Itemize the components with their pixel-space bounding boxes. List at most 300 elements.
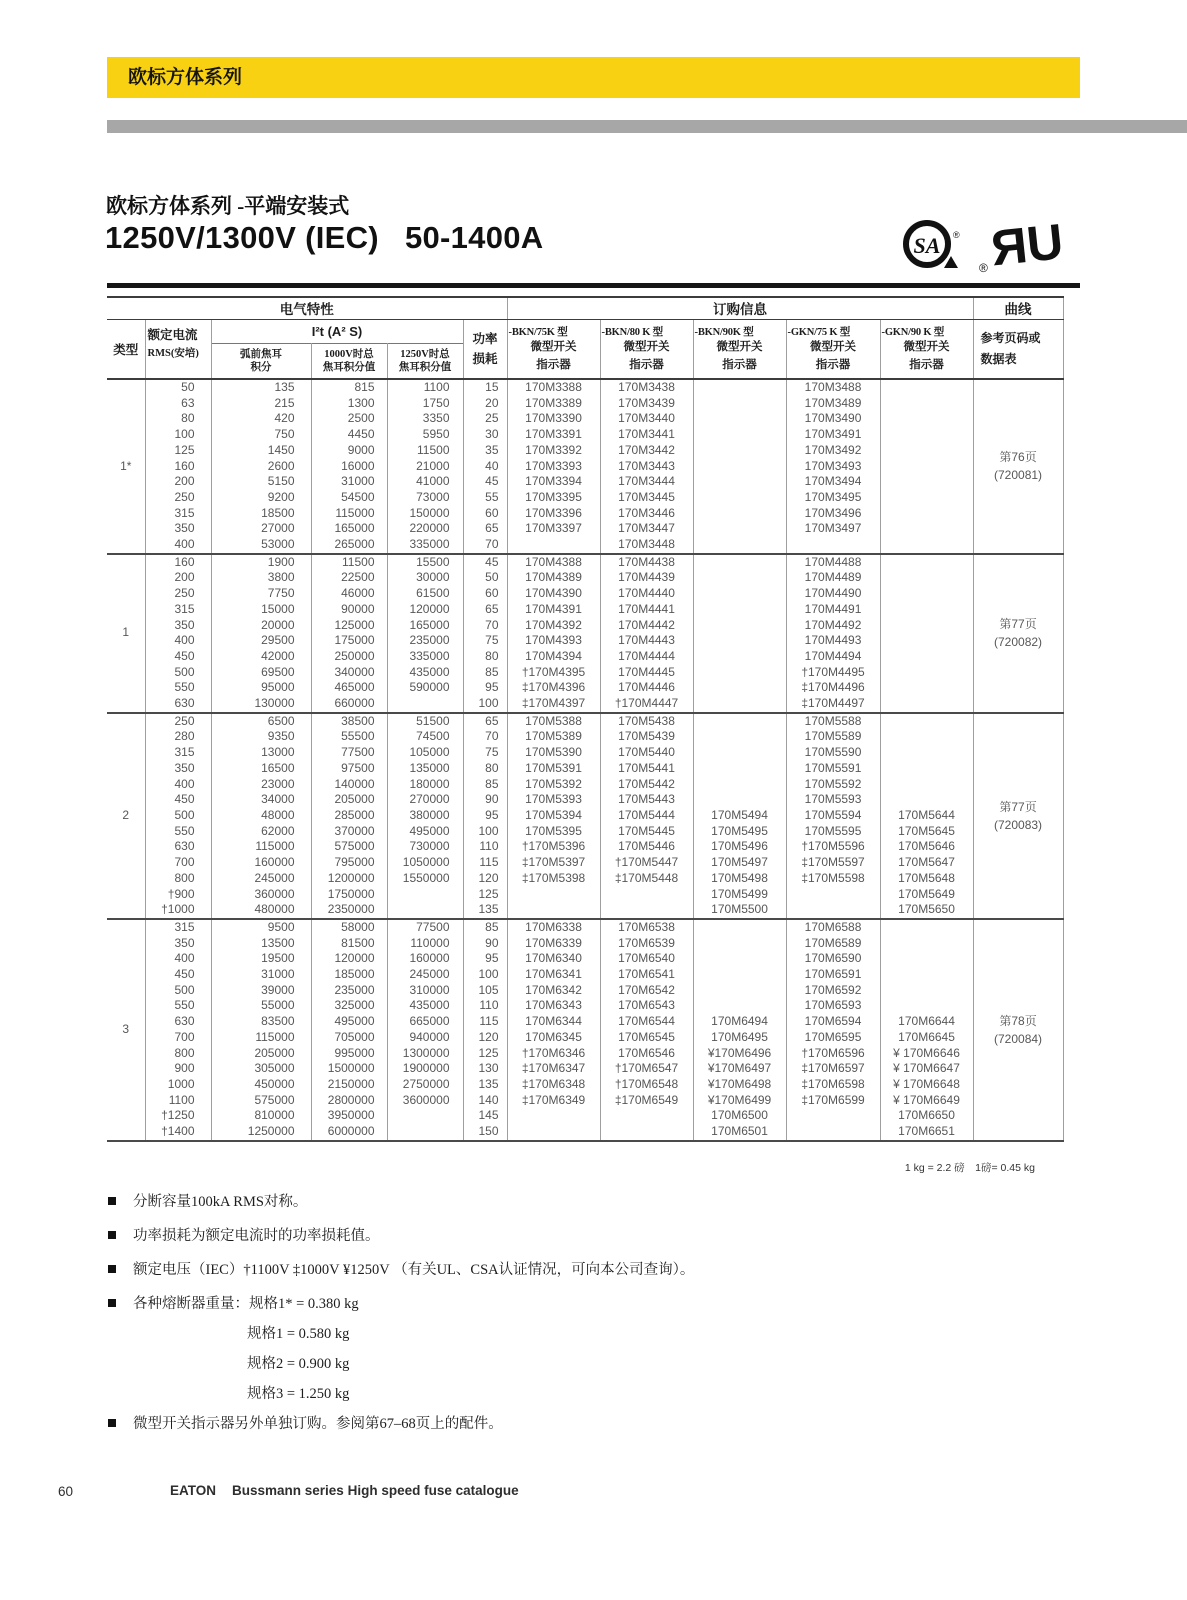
cell-i2t-total-1000v: 125000: [311, 618, 387, 634]
cell-bkn90k: [693, 936, 786, 952]
cell-bkn75k: 170M3390: [507, 411, 600, 427]
reference-code: (720083): [994, 817, 1043, 832]
table-row: [107, 1014, 1063, 1030]
cell-i2t-total-1250v: 110000: [387, 936, 463, 952]
cell-bkn75k: 170M5393: [507, 792, 600, 808]
cell-i2t-total-1250v: 21000: [387, 459, 463, 475]
cell-i2t-total-1000v: 325000: [311, 998, 387, 1014]
cell-bkn80k: ‡170M6549: [600, 1093, 693, 1109]
bkn75k-model: -BKN/75K 型: [508, 326, 568, 338]
cell-bkn80k: 170M6542: [600, 983, 693, 999]
cell-i2t-total-1000v: 995000: [311, 1046, 387, 1062]
table-row: [107, 521, 1063, 537]
cell-bkn90k: [693, 792, 786, 808]
indicator-label: 指示器: [815, 358, 851, 371]
table-row: [107, 713, 1063, 730]
cell-power-loss: 110: [463, 998, 507, 1014]
cell-bkn90k: [693, 919, 786, 936]
cell-bkn90k: [693, 745, 786, 761]
weight-size2: 规格2 = 0.900 kg: [247, 1356, 350, 1372]
cell-power-loss: 110: [463, 839, 507, 855]
cell-bkn80k: 170M3444: [600, 474, 693, 490]
cell-bkn75k: 170M6338: [507, 919, 600, 936]
cell-i2t-total-1000v: 120000: [311, 951, 387, 967]
reference-code: (720081): [994, 468, 1043, 483]
cell-power-loss: 45: [463, 554, 507, 571]
cell-bkn80k: 170M3438: [600, 379, 693, 396]
cell-gkn90k: [880, 983, 973, 999]
cell-current: 900: [145, 1061, 211, 1077]
cell-i2t-total-1250v: [387, 696, 463, 713]
cell-bkn80k: 170M5440: [600, 745, 693, 761]
cell-i2t-total-1000v: 58000: [311, 919, 387, 936]
cell-power-loss: 70: [463, 729, 507, 745]
footnote-breaking-capacity: [108, 1190, 1008, 1211]
footnote-power-loss: [108, 1224, 1008, 1245]
table-row: [107, 696, 1063, 713]
col-header-type: 类型: [107, 319, 145, 379]
cell-current: †1250: [145, 1108, 211, 1124]
cell-i2t-prearc: 420: [211, 411, 311, 427]
col-header-power-loss: [463, 319, 507, 379]
footer-text: [170, 1483, 519, 1498]
cell-power-loss: 95: [463, 808, 507, 824]
cell-current: †900: [145, 887, 211, 903]
cell-i2t-prearc: 13500: [211, 936, 311, 952]
cell-bkn90k: [693, 443, 786, 459]
cell-bkn90k: 170M5497: [693, 855, 786, 871]
cell-current: 315: [145, 506, 211, 522]
cell-bkn75k: 170M5389: [507, 729, 600, 745]
cell-i2t-prearc: 62000: [211, 824, 311, 840]
cell-power-loss: 125: [463, 887, 507, 903]
cell-bkn90k: [693, 680, 786, 696]
cell-bkn75k: 170M4390: [507, 586, 600, 602]
cell-power-loss: 100: [463, 696, 507, 713]
cell-bkn80k: 170M5439: [600, 729, 693, 745]
col-header-reference: [973, 319, 1063, 379]
cell-i2t-total-1250v: 435000: [387, 998, 463, 1014]
cell-bkn90k: [693, 586, 786, 602]
fuse-table: [107, 296, 1064, 1142]
cell-gkn90k: 170M6650: [880, 1108, 973, 1124]
page-number: 60: [58, 1484, 74, 1499]
cell-power-loss: 70: [463, 537, 507, 554]
table-row: [107, 506, 1063, 522]
cell-i2t-prearc: 750: [211, 427, 311, 443]
cell-bkn75k: ‡170M6349: [507, 1093, 600, 1109]
cell-current: 800: [145, 871, 211, 887]
ul-registered-mark: ®: [979, 261, 988, 275]
cell-i2t-total-1000v: 340000: [311, 665, 387, 681]
footnote-text: 微型开关指示器另外单独订购。参阅第67–68页上的配件。: [133, 1416, 503, 1432]
cell-i2t-total-1250v: 1300000: [387, 1046, 463, 1062]
cell-i2t-total-1000v: 97500: [311, 761, 387, 777]
cell-gkn90k: 170M6644: [880, 1014, 973, 1030]
cell-i2t-total-1250v: 1550000: [387, 871, 463, 887]
cell-bkn80k: †170M6548: [600, 1077, 693, 1093]
cell-bkn75k: 170M5395: [507, 824, 600, 840]
cell-bkn80k: [600, 887, 693, 903]
cell-bkn90k: [693, 998, 786, 1014]
cell-gkn90k: [880, 379, 973, 396]
cell-current: 200: [145, 570, 211, 586]
cell-bkn75k: 170M6340: [507, 951, 600, 967]
cell-bkn90k: [693, 490, 786, 506]
cell-i2t-prearc: 95000: [211, 680, 311, 696]
cell-bkn80k: 170M6543: [600, 998, 693, 1014]
cell-gkn90k: [880, 792, 973, 808]
cell-current: 800: [145, 1046, 211, 1062]
table-row: [107, 443, 1063, 459]
gkn90k-model: -GKN/90 K 型: [881, 326, 945, 338]
cell-gkn90k: [880, 761, 973, 777]
cell-gkn75k: 170M6594: [786, 1014, 880, 1030]
cell-i2t-prearc: 9350: [211, 729, 311, 745]
cell-power-loss: 65: [463, 602, 507, 618]
cell-gkn75k: 170M3497: [786, 521, 880, 537]
cell-gkn75k: 170M5589: [786, 729, 880, 745]
cell-reference-page: [973, 554, 1063, 713]
cell-power-loss: 85: [463, 777, 507, 793]
cell-reference-page: [973, 713, 1063, 919]
cell-gkn75k: 170M5595: [786, 824, 880, 840]
cell-gkn75k: 170M6588: [786, 919, 880, 936]
cell-i2t-total-1250v: 310000: [387, 983, 463, 999]
cell-bkn75k: 170M3396: [507, 506, 600, 522]
micro-switch-label: 微型开关: [623, 340, 670, 353]
cell-gkn75k: 170M3492: [786, 443, 880, 459]
cell-i2t-prearc: 115000: [211, 839, 311, 855]
cell-gkn90k: [880, 665, 973, 681]
cell-bkn75k: 170M5392: [507, 777, 600, 793]
reference-page: 第77页: [999, 617, 1037, 632]
prearc-line1: 弧前焦耳: [240, 348, 282, 360]
cell-gkn75k: 170M4490: [786, 586, 880, 602]
cell-gkn75k: ‡170M5597: [786, 855, 880, 871]
cell-bkn75k: 170M3388: [507, 379, 600, 396]
cell-power-loss: 145: [463, 1108, 507, 1124]
table-row: [107, 824, 1063, 840]
cell-bkn80k: 170M6540: [600, 951, 693, 967]
page-title: [105, 220, 544, 256]
table-row: [107, 1061, 1063, 1077]
cell-i2t-prearc: 48000: [211, 808, 311, 824]
cell-gkn90k: 170M5648: [880, 871, 973, 887]
cell-gkn75k: 170M6589: [786, 936, 880, 952]
cell-bkn90k: 170M6501: [693, 1124, 786, 1141]
cell-i2t-total-1250v: 15500: [387, 554, 463, 571]
cell-power-loss: 90: [463, 936, 507, 952]
micro-switch-label: 微型开关: [716, 340, 763, 353]
cell-gkn90k: [880, 586, 973, 602]
cell-bkn80k: 170M3442: [600, 443, 693, 459]
cell-gkn75k: 170M4488: [786, 554, 880, 571]
cell-current: 100: [145, 427, 211, 443]
indicator-label: 指示器: [536, 358, 571, 371]
cell-bkn90k: 170M5494: [693, 808, 786, 824]
cell-i2t-prearc: 115000: [211, 1030, 311, 1046]
cell-i2t-total-1000v: 795000: [311, 855, 387, 871]
cell-gkn90k: ¥ 170M6647: [880, 1061, 973, 1077]
cell-gkn75k: 170M3488: [786, 379, 880, 396]
cell-power-loss: 100: [463, 967, 507, 983]
cell-bkn80k: 170M4439: [600, 570, 693, 586]
cell-bkn75k: †170M5396: [507, 839, 600, 855]
table-row: [107, 839, 1063, 855]
cell-power-loss: 95: [463, 951, 507, 967]
cell-i2t-total-1250v: [387, 1124, 463, 1141]
cell-gkn90k: [880, 777, 973, 793]
cell-i2t-total-1250v: 665000: [387, 1014, 463, 1030]
table-row: [107, 871, 1063, 887]
table-row: [107, 379, 1063, 396]
cell-i2t-total-1000v: 575000: [311, 839, 387, 855]
cell-i2t-prearc: 130000: [211, 696, 311, 713]
total-1000v-line2: 焦耳积分值: [322, 361, 376, 373]
table-row: [107, 777, 1063, 793]
cell-power-loss: 125: [463, 1046, 507, 1062]
bullet-icon: [108, 1231, 116, 1239]
cell-bkn90k: [693, 379, 786, 396]
table-row: [107, 665, 1063, 681]
csa-logo: [906, 223, 960, 268]
cell-gkn75k: ‡170M6599: [786, 1093, 880, 1109]
cell-gkn90k: [880, 506, 973, 522]
cell-i2t-prearc: 83500: [211, 1014, 311, 1030]
micro-switch-label: 微型开关: [903, 340, 950, 353]
cell-power-loss: 60: [463, 506, 507, 522]
cell-gkn90k: [880, 618, 973, 634]
cell-bkn90k: [693, 618, 786, 634]
total-1250v-line1: 1250V时总: [400, 348, 450, 360]
cell-current: 500: [145, 983, 211, 999]
cell-i2t-prearc: 31000: [211, 967, 311, 983]
cell-gkn90k: [880, 745, 973, 761]
table-row: [107, 680, 1063, 696]
cell-i2t-prearc: 3800: [211, 570, 311, 586]
cell-i2t-total-1250v: 270000: [387, 792, 463, 808]
cell-gkn90k: [880, 459, 973, 475]
footnote-text: 分断容量100kA RMS对称。: [133, 1194, 308, 1210]
cell-current: 350: [145, 761, 211, 777]
cell-bkn80k: 170M5442: [600, 777, 693, 793]
cell-power-loss: 55: [463, 490, 507, 506]
table-row: [107, 983, 1063, 999]
table-row: [107, 936, 1063, 952]
table-row: [107, 902, 1063, 919]
table-group-1: [107, 554, 1063, 713]
reference-code: (720082): [994, 635, 1043, 650]
cell-bkn75k: 170M3389: [507, 396, 600, 412]
cell-i2t-total-1000v: 1300: [311, 396, 387, 412]
cell-i2t-total-1000v: 2350000: [311, 902, 387, 919]
cell-bkn80k: [600, 902, 693, 919]
table-row: [107, 745, 1063, 761]
cell-gkn90k: [880, 443, 973, 459]
cell-gkn90k: [880, 602, 973, 618]
cell-i2t-prearc: 245000: [211, 871, 311, 887]
series-banner: 欧标方体系列: [107, 57, 1080, 98]
cell-gkn75k: 170M3495: [786, 490, 880, 506]
cell-gkn90k: ¥ 170M6648: [880, 1077, 973, 1093]
col-header-i2t: I²t (A² S): [211, 319, 463, 343]
cell-bkn90k: [693, 665, 786, 681]
cell-gkn90k: 170M5650: [880, 902, 973, 919]
cell-gkn75k: 170M6591: [786, 967, 880, 983]
cell-bkn75k: 170M4394: [507, 649, 600, 665]
table-row: [107, 554, 1063, 571]
cell-i2t-total-1000v: 250000: [311, 649, 387, 665]
cell-i2t-total-1000v: 1500000: [311, 1061, 387, 1077]
footnote-rated-voltage: [108, 1258, 1008, 1279]
cell-bkn75k: 170M5394: [507, 808, 600, 824]
cell-i2t-prearc: 305000: [211, 1061, 311, 1077]
cell-gkn75k: 170M5591: [786, 761, 880, 777]
cell-i2t-total-1000v: 235000: [311, 983, 387, 999]
weight-size1: 规格1 = 0.580 kg: [247, 1326, 350, 1342]
cell-i2t-total-1000v: 115000: [311, 506, 387, 522]
weight-size3: 规格3 = 1.250 kg: [247, 1386, 350, 1402]
cell-i2t-prearc: 480000: [211, 902, 311, 919]
cell-gkn75k: 170M5592: [786, 777, 880, 793]
table-row: [107, 1030, 1063, 1046]
cell-i2t-total-1250v: 495000: [387, 824, 463, 840]
bkn80k-model: -BKN/80 K 型: [601, 326, 663, 338]
cell-bkn90k: ¥170M6499: [693, 1093, 786, 1109]
cell-gkn90k: [880, 729, 973, 745]
table-row: [107, 1046, 1063, 1062]
table-group-2: [107, 713, 1063, 919]
reference-page: 第77页: [999, 799, 1037, 814]
cell-i2t-total-1000v: 11500: [311, 554, 387, 571]
cell-gkn75k: 170M4493: [786, 633, 880, 649]
cell-i2t-prearc: 450000: [211, 1077, 311, 1093]
col-header-total-i2t-1000v: [311, 343, 387, 379]
cell-bkn75k: 170M5390: [507, 745, 600, 761]
cell-current: 700: [145, 855, 211, 871]
cell-i2t-prearc: 575000: [211, 1093, 311, 1109]
cell-current: 630: [145, 1014, 211, 1030]
micro-switch-label: 微型开关: [810, 340, 857, 353]
ul-logo: [988, 214, 1066, 276]
cell-i2t-total-1250v: 335000: [387, 649, 463, 665]
cell-bkn75k: 170M4388: [507, 554, 600, 571]
cell-bkn75k: 170M6343: [507, 998, 600, 1014]
cell-power-loss: 115: [463, 1014, 507, 1030]
cell-i2t-prearc: 13000: [211, 745, 311, 761]
cell-current: 315: [145, 745, 211, 761]
cell-bkn80k: †170M4447: [600, 696, 693, 713]
cell-i2t-total-1250v: 74500: [387, 729, 463, 745]
cell-gkn90k: [880, 936, 973, 952]
table-row: [107, 570, 1063, 586]
col-header-bkn80k: [600, 319, 693, 379]
cell-current: †1400: [145, 1124, 211, 1141]
cell-power-loss: 70: [463, 618, 507, 634]
cell-gkn90k: [880, 680, 973, 696]
cell-i2t-total-1000v: 1200000: [311, 871, 387, 887]
cell-bkn80k: [600, 1108, 693, 1124]
cell-bkn80k: 170M3441: [600, 427, 693, 443]
cell-i2t-total-1250v: 590000: [387, 680, 463, 696]
kg-conversion-note: 1 kg = 2.2 磅 1磅= 0.45 kg: [904, 1162, 1035, 1174]
cell-power-loss: 15: [463, 379, 507, 396]
cell-bkn80k: 170M3439: [600, 396, 693, 412]
cell-i2t-prearc: 215: [211, 396, 311, 412]
cell-gkn90k: [880, 411, 973, 427]
section-ordering-info: 订购信息: [507, 297, 973, 319]
cell-current: 700: [145, 1030, 211, 1046]
cell-power-loss: 100: [463, 824, 507, 840]
cell-i2t-total-1250v: 3600000: [387, 1093, 463, 1109]
cell-bkn80k: 170M3443: [600, 459, 693, 475]
cell-i2t-total-1250v: 165000: [387, 618, 463, 634]
cell-power-loss: 75: [463, 745, 507, 761]
cell-i2t-total-1000v: 2500: [311, 411, 387, 427]
cell-i2t-total-1000v: 22500: [311, 570, 387, 586]
cell-i2t-prearc: 53000: [211, 537, 311, 554]
cell-bkn80k: 170M4444: [600, 649, 693, 665]
cell-gkn75k: 170M6595: [786, 1030, 880, 1046]
page-subtitle: 欧标方体系列 -平端安装式: [106, 194, 350, 218]
cell-bkn75k: [507, 1108, 600, 1124]
cell-i2t-prearc: 1450: [211, 443, 311, 459]
cell-bkn80k: 170M5446: [600, 839, 693, 855]
reference-label-line2: 数据表: [980, 351, 1017, 366]
table-row: [107, 761, 1063, 777]
cell-gkn75k: 170M3490: [786, 411, 880, 427]
cell-power-loss: 65: [463, 713, 507, 730]
cell-i2t-total-1000v: 465000: [311, 680, 387, 696]
cell-bkn75k: 170M6344: [507, 1014, 600, 1030]
cell-current: 350: [145, 936, 211, 952]
cell-i2t-total-1250v: 5950: [387, 427, 463, 443]
power-label-line1: 功率: [472, 331, 498, 346]
cell-i2t-total-1250v: 150000: [387, 506, 463, 522]
cell-gkn75k: 170M3496: [786, 506, 880, 522]
cell-i2t-prearc: 160000: [211, 855, 311, 871]
cell-i2t-total-1000v: 4450: [311, 427, 387, 443]
cell-gkn90k: [880, 713, 973, 730]
cell-bkn90k: ¥170M6496: [693, 1046, 786, 1062]
cell-bkn75k: ‡170M4396: [507, 680, 600, 696]
cell-bkn90k: ¥170M6497: [693, 1061, 786, 1077]
cell-i2t-total-1000v: 81500: [311, 936, 387, 952]
cell-power-loss: 140: [463, 1093, 507, 1109]
cell-gkn90k: 170M5647: [880, 855, 973, 871]
cell-gkn75k: ‡170M4497: [786, 696, 880, 713]
svg-text:ЯU: ЯU: [988, 214, 1066, 276]
cell-gkn75k: 170M6590: [786, 951, 880, 967]
reference-code: (720084): [994, 1031, 1043, 1046]
cell-bkn90k: 170M5499: [693, 887, 786, 903]
cell-i2t-prearc: 27000: [211, 521, 311, 537]
cell-power-loss: 120: [463, 1030, 507, 1046]
cell-i2t-total-1250v: 1050000: [387, 855, 463, 871]
cell-i2t-prearc: 18500: [211, 506, 311, 522]
cell-power-loss: 150: [463, 1124, 507, 1141]
cell-i2t-total-1000v: 1750000: [311, 887, 387, 903]
cell-bkn80k: 170M4446: [600, 680, 693, 696]
cell-gkn75k: 170M3491: [786, 427, 880, 443]
cell-current: 160: [145, 459, 211, 475]
cell-gkn90k: [880, 521, 973, 537]
cell-bkn80k: 170M6545: [600, 1030, 693, 1046]
cell-i2t-total-1000v: 77500: [311, 745, 387, 761]
cell-bkn90k: [693, 967, 786, 983]
cell-i2t-total-1250v: 730000: [387, 839, 463, 855]
